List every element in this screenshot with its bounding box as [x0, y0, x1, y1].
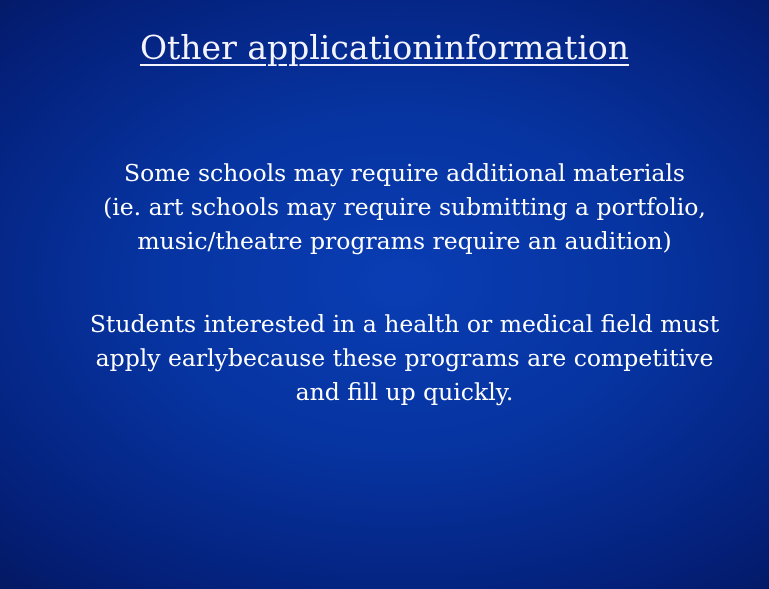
- slide-title: Other applicationinformation: [139, 28, 630, 67]
- paragraph-line: and fill up quickly.: [295, 378, 514, 406]
- paragraph-line: Some schools may require additional materials: [124, 159, 685, 187]
- paragraph-line: apply earlybecause these programs are competitive: [95, 344, 714, 372]
- paragraph-line: music/theatre programs require an audition): [137, 227, 672, 255]
- paragraph-health-medical: [40, 307, 769, 409]
- paragraph-line: Students interested in a health or medical field must: [89, 310, 720, 338]
- paragraph-additional-materials: [40, 156, 769, 258]
- paragraph-line: (ie. art schools may require submitting a portfolio,: [103, 193, 706, 221]
